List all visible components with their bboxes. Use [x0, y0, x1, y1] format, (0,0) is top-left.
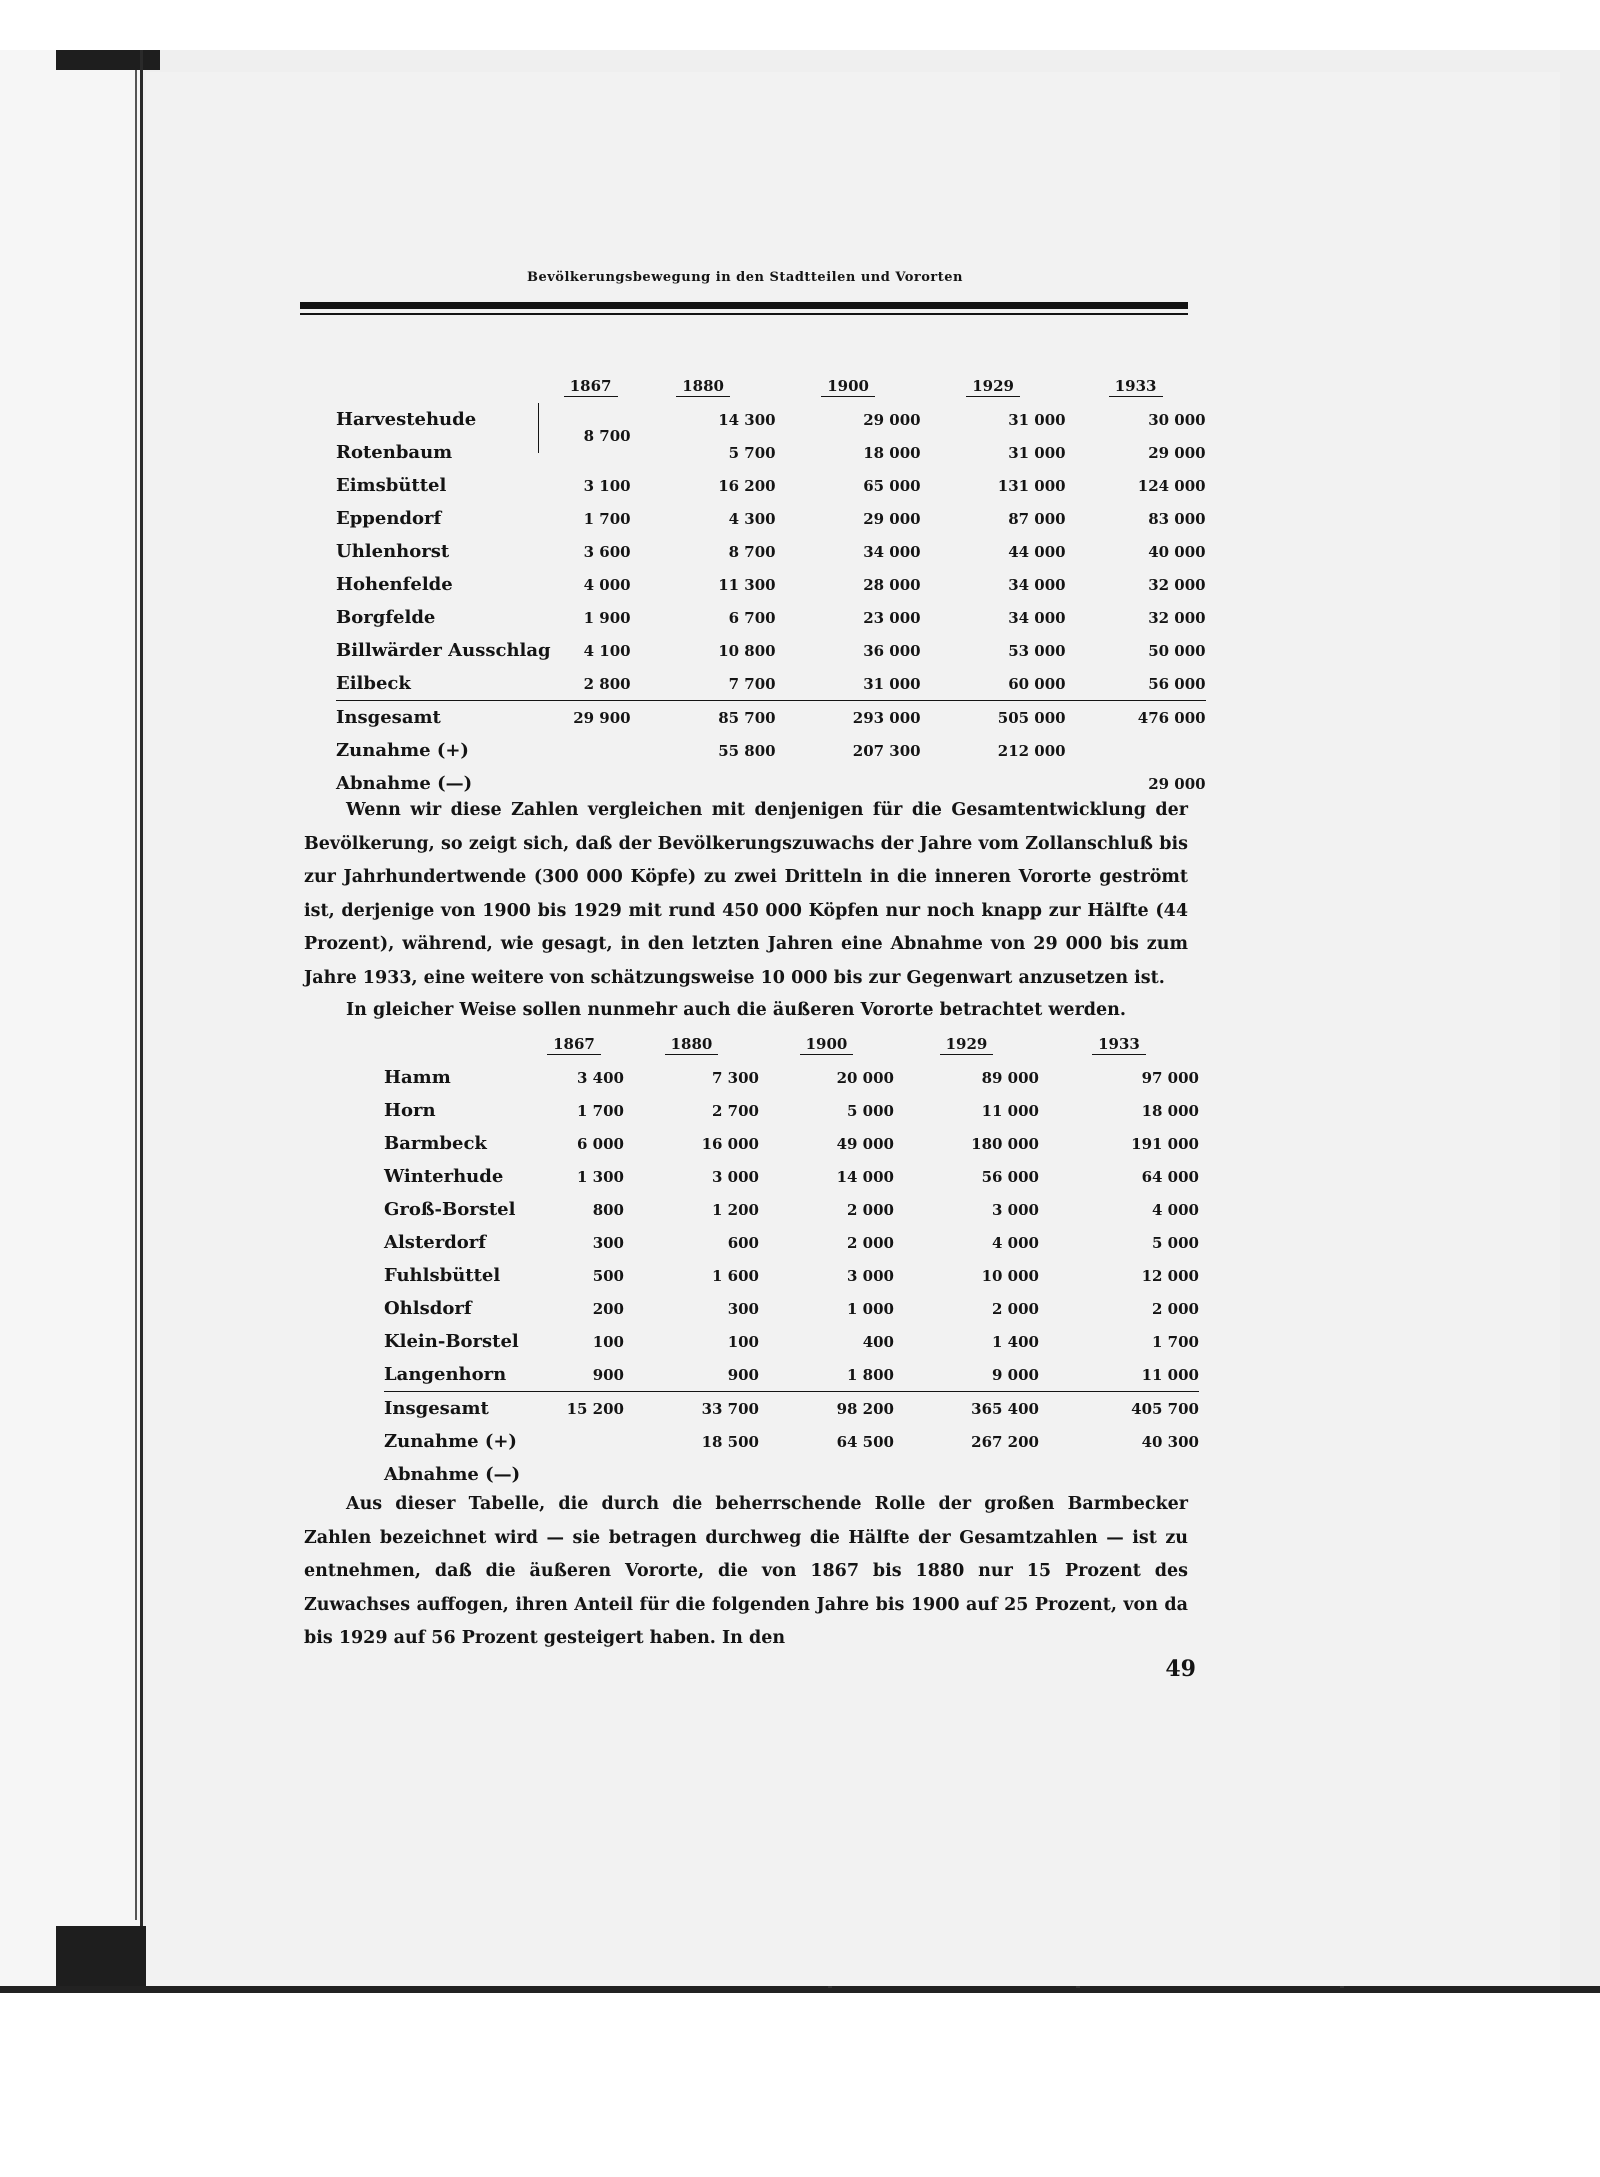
row-label: Barmbeck: [384, 1133, 487, 1154]
decrease-cell: [624, 1458, 759, 1491]
table-cell: 53 000: [1008, 641, 1066, 660]
table-cell: 29 000: [863, 410, 921, 429]
table-cell: 7 700: [728, 674, 776, 693]
table-cell: 14 300: [718, 410, 776, 429]
table-cell: 18 000: [1141, 1101, 1199, 1120]
decrease-cell: [524, 1458, 624, 1491]
table-cell: 4 000: [1152, 1200, 1199, 1219]
table-cell: 600: [727, 1233, 759, 1252]
row-label: Horn: [384, 1100, 436, 1121]
table-cell: 34 000: [863, 542, 921, 561]
year-header: 1929: [966, 377, 1020, 397]
table-cell: 2 700: [712, 1101, 759, 1120]
total-row: [384, 1392, 1199, 1426]
decrease-cell: 29 000: [1148, 774, 1206, 793]
increase-cell: 55 800: [718, 741, 776, 760]
table-cell: 1 400: [992, 1332, 1039, 1351]
increase-cell: 267 200: [971, 1432, 1039, 1451]
total-cell: 505 000: [921, 701, 1066, 735]
table-cell: 131 000: [997, 476, 1066, 495]
row-label: Borgfelde: [336, 607, 436, 628]
page-number: 49: [1165, 1656, 1196, 1682]
table-cell: 32 000: [1148, 608, 1206, 627]
table-cell: 300: [592, 1233, 624, 1252]
year-header: 1867: [547, 1035, 601, 1055]
table-cell: 16 200: [718, 476, 776, 495]
table-cell: 56 000: [1148, 674, 1206, 693]
table-cell: 180 000: [971, 1134, 1039, 1153]
table-row: [384, 1193, 1199, 1226]
table-cell: 5 000: [847, 1101, 894, 1120]
table-cell: 3 000: [712, 1167, 759, 1186]
increase-cell: 40 300: [1141, 1432, 1199, 1451]
row-label: Winterhude: [384, 1166, 504, 1187]
scan-bottom-edge: [0, 1986, 1600, 1993]
table-cell: 1 600: [712, 1266, 759, 1285]
table-cell: 29 000: [863, 509, 921, 528]
table-cell: 100: [592, 1332, 624, 1351]
row-label: Eimsbüttel: [336, 475, 447, 496]
increase-cell: 212 000: [997, 741, 1066, 760]
outer-suburbs-table: [384, 1028, 1199, 1491]
table-cell: 4 300: [728, 509, 776, 528]
row-label: Groß-Borstel: [384, 1199, 516, 1220]
decrease-label: Abnahme (—): [384, 1464, 521, 1485]
table-cell: 64 000: [1141, 1167, 1199, 1186]
table-cell: 2 000: [847, 1200, 894, 1219]
table-cell: 9 000: [992, 1365, 1039, 1384]
table-cell: 10 800: [718, 641, 776, 660]
increase-cell: [551, 734, 631, 767]
table-cell: 34 000: [1008, 575, 1066, 594]
increase-label: Zunahme (+): [384, 1431, 517, 1452]
table-row: [336, 403, 1206, 436]
increase-cell: [1066, 734, 1206, 767]
table-cell: 32 000: [1148, 575, 1206, 594]
row-label: Hohenfelde: [336, 574, 453, 595]
header-rule-thick: [300, 302, 1188, 309]
row-label: Langenhorn: [384, 1364, 507, 1385]
table-row: [384, 1358, 1199, 1392]
spine-top: [56, 50, 160, 70]
year-header: 1900: [821, 377, 875, 397]
table-cell: 8 700: [583, 427, 631, 445]
total-cell: 33 700: [624, 1392, 759, 1426]
total-cell: 98 200: [759, 1392, 894, 1426]
table-cell: 400: [862, 1332, 894, 1351]
row-label: Eppendorf: [336, 508, 442, 529]
table-cell: 12 000: [1141, 1266, 1199, 1285]
table-row: [384, 1160, 1199, 1193]
row-label: Fuhlsbüttel: [384, 1265, 501, 1286]
body-paragraph: Aus dieser Tabelle, die durch die beherrschende Rolle der großen Barmbecker Zahlen bezeichnet wird — sie betragen durchweg die Hälfte der Gesamtzahlen — ist zu entnehmen, daß die äußeren Vororte, die von 1867 bis 1880 nur 15 Prozent des Zuwachses auffogen, ihren Anteil für die folgenden Jahre bis 1900 auf 25 Prozent, von da bis 1929 auf 56 Prozent gesteigert haben. In den: [304, 1494, 1188, 1648]
table-row: [336, 667, 1206, 701]
table-cell: 900: [592, 1365, 624, 1384]
table-row: [336, 568, 1206, 601]
total-cell: 476 000: [1066, 701, 1206, 735]
table-row: [384, 1127, 1199, 1160]
running-header: Bevölkerungsbewegung in den Stadtteilen und Vororten: [526, 270, 964, 285]
increase-label: Zunahme (+): [336, 740, 469, 761]
grouping-brace: [538, 403, 545, 453]
row-label: Uhlenhorst: [336, 541, 450, 562]
table-row: [384, 1259, 1199, 1292]
table-cell: 83 000: [1148, 509, 1206, 528]
table-row: [384, 1226, 1199, 1259]
table-cell: 28 000: [863, 575, 921, 594]
table-row: [336, 436, 1206, 469]
decrease-cell: [894, 1458, 1039, 1491]
table-cell: 4 100: [583, 641, 631, 660]
decrease-row: [384, 1458, 1199, 1491]
year-header: 1933: [1092, 1035, 1146, 1055]
table-cell: 2 000: [847, 1233, 894, 1252]
table-row: [384, 1061, 1199, 1094]
table-cell: 50 000: [1148, 641, 1206, 660]
table-row: [384, 1325, 1199, 1358]
table-cell: 11 000: [1141, 1365, 1199, 1384]
table-cell: 16 000: [701, 1134, 759, 1153]
table-row: [336, 469, 1206, 502]
table-row: [384, 1094, 1199, 1127]
table-cell: 2 000: [1152, 1299, 1199, 1318]
table-cell: 8 700: [728, 542, 776, 561]
decrease-label: Abnahme (—): [336, 773, 473, 794]
table-cell: 7 300: [712, 1068, 759, 1087]
table-cell: 100: [727, 1332, 759, 1351]
table-cell: 3 000: [992, 1200, 1039, 1219]
table-cell: 11 300: [718, 575, 776, 594]
table-header-row: [336, 370, 1206, 403]
body-paragraph: In gleicher Weise sollen nunmehr auch die äußeren Vororte betrachtet werden.: [346, 1000, 1126, 1020]
total-label: Insgesamt: [336, 701, 551, 735]
table-cell: 5 700: [728, 443, 776, 462]
table-cell: 1 800: [847, 1365, 894, 1384]
table-cell: 5 000: [1152, 1233, 1199, 1252]
table-cell: 1 700: [1152, 1332, 1199, 1351]
table-cell: 3 400: [577, 1068, 624, 1087]
table-cell: 500: [592, 1266, 624, 1285]
table-cell: 6 000: [577, 1134, 624, 1153]
table-cell: 56 000: [981, 1167, 1039, 1186]
table-cell: 3 100: [583, 476, 631, 495]
spine-line: [140, 50, 143, 1990]
table-cell: 3 000: [847, 1266, 894, 1285]
increase-cell: 64 500: [836, 1432, 894, 1451]
increase-cell: 18 500: [701, 1432, 759, 1451]
table-cell: 23 000: [863, 608, 921, 627]
table-cell: 29 000: [1148, 443, 1206, 462]
table-cell: 124 000: [1137, 476, 1206, 495]
total-cell: 405 700: [1039, 1392, 1199, 1426]
table-cell: 14 000: [836, 1167, 894, 1186]
table-row: [336, 601, 1206, 634]
row-label: Eilbeck: [336, 673, 411, 694]
table-cell: 4 000: [992, 1233, 1039, 1252]
increase-cell: 207 300: [852, 741, 921, 760]
table-cell: 34 000: [1008, 608, 1066, 627]
table-cell: 200: [592, 1299, 624, 1318]
total-label: Insgesamt: [384, 1392, 524, 1426]
table-cell: 30 000: [1148, 410, 1206, 429]
row-label: Ohlsdorf: [384, 1298, 472, 1319]
table-cell: 2 800: [583, 674, 631, 693]
table-cell: 31 000: [1008, 410, 1066, 429]
table-cell: 97 000: [1141, 1068, 1199, 1087]
inner-suburbs-table: [336, 370, 1206, 800]
table-header-row: [384, 1028, 1199, 1061]
table-cell: 49 000: [836, 1134, 894, 1153]
total-cell: 293 000: [776, 701, 921, 735]
table-cell: 1 200: [712, 1200, 759, 1219]
year-header: 1900: [800, 1035, 854, 1055]
table-row: [336, 535, 1206, 568]
increase-cell: [524, 1425, 624, 1458]
increase-row: [336, 734, 1206, 767]
table-cell: 800: [592, 1200, 624, 1219]
facing-page-edge: [0, 50, 142, 1993]
table-cell: 6 700: [728, 608, 776, 627]
table-row: [336, 502, 1206, 535]
decrease-cell: [1039, 1458, 1199, 1491]
table-cell: 11 000: [981, 1101, 1039, 1120]
table-cell: 4 000: [583, 575, 631, 594]
table-cell: 44 000: [1008, 542, 1066, 561]
table-cell: 40 000: [1148, 542, 1206, 561]
row-label: Hamm: [384, 1067, 451, 1088]
total-cell: 365 400: [894, 1392, 1039, 1426]
year-header: 1880: [676, 377, 730, 397]
table-row: [336, 634, 1206, 667]
table-cell: 31 000: [863, 674, 921, 693]
row-label: Billwärder Ausschlag: [336, 640, 551, 661]
table-cell: 1 700: [583, 509, 631, 528]
table-cell: 18 000: [863, 443, 921, 462]
table-cell: 31 000: [1008, 443, 1066, 462]
decrease-cell: [759, 1458, 894, 1491]
total-cell: 85 700: [631, 701, 776, 735]
body-paragraph: Wenn wir diese Zahlen vergleichen mit denjenigen für die Gesamtentwicklung der Bevölkerung, so zeigt sich, daß der Bevölkerungszuwachs der Jahre vom Zollanschluß bis zur Jahrhundertwende (300 000 Köpfe) zu zwei Dritteln in die inneren Vororte geströmt ist, derjenige von 1900 bis 1929 mit rund 450 000 Köpfen nur noch knapp zur Hälfte (44 Prozent), während, wie gesagt, in den letzten Jahren eine Abnahme von 29 000 bis zum Jahre 1933, eine weitere von schätzungsweise 10 000 bis zur Gegenwart anzusetzen ist.: [304, 800, 1188, 988]
table-cell: 900: [727, 1365, 759, 1384]
year-header: 1880: [665, 1035, 719, 1055]
table-cell: 1 300: [577, 1167, 624, 1186]
table-cell: 1 700: [577, 1101, 624, 1120]
row-label: Harvestehude: [336, 409, 477, 430]
table-cell: 1 900: [583, 608, 631, 627]
year-header: 1933: [1109, 377, 1163, 397]
table-cell: 60 000: [1008, 674, 1066, 693]
table-cell: 2 000: [992, 1299, 1039, 1318]
increase-row: [384, 1425, 1199, 1458]
total-cell: 15 200: [524, 1392, 624, 1426]
table-cell: 89 000: [981, 1068, 1039, 1087]
table-cell: 65 000: [863, 476, 921, 495]
row-label: Klein-Borstel: [384, 1331, 519, 1352]
table-cell: 20 000: [836, 1068, 894, 1087]
total-cell: 29 900: [551, 701, 631, 735]
header-rule-thin: [300, 313, 1188, 315]
spine-line-inner: [135, 70, 137, 1920]
table-cell: 300: [727, 1299, 759, 1318]
row-label: Rotenbaum: [336, 442, 453, 463]
year-header: 1929: [940, 1035, 994, 1055]
table-cell: 191 000: [1131, 1134, 1199, 1153]
year-header: 1867: [564, 377, 618, 397]
total-row: [336, 701, 1206, 735]
table-row: [384, 1292, 1199, 1325]
table-cell: 3 600: [583, 542, 631, 561]
table-cell: 10 000: [981, 1266, 1039, 1285]
table-cell: 36 000: [863, 641, 921, 660]
table-cell: 87 000: [1008, 509, 1066, 528]
row-label: Alsterdorf: [384, 1232, 487, 1253]
table-cell: 1 000: [847, 1299, 894, 1318]
